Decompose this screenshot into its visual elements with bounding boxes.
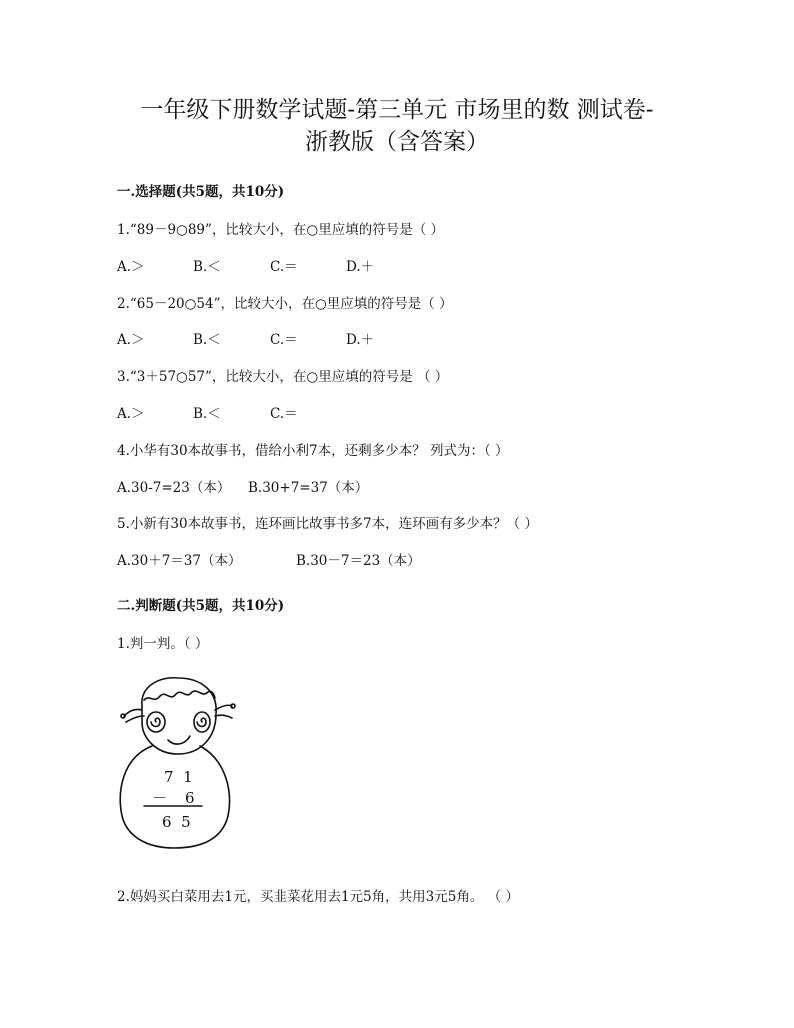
q5-option-b: B.30－7＝23（本） [296,553,421,569]
subtraction-minuend: 7 1 [164,768,193,786]
figure-body-outline [120,746,229,848]
subtraction-operator: － [152,789,168,807]
subtraction-result: 6 5 [162,813,191,831]
judgement-question-2: 2.妈妈买白菜用去1元，买韭菜花用去1元5角，共用3元5角。 （ ） [117,889,519,905]
cartoon-subtraction-figure [112,672,242,852]
q1-option-c: C.＝ [270,259,298,275]
q2-option-d: D.＋ [346,332,375,348]
judgement-question-1: 1.判一判。（ ） [117,636,209,652]
q4-option-b: B.30+7=37（本） [248,480,369,496]
q2-option-b: B.＜ [193,332,221,348]
right-antenna [215,705,232,710]
subtraction-subtrahend: 6 [185,789,195,807]
page-title-line1: 一年级下册数学试题-第三单元 市场里的数 测试卷- [140,97,654,123]
q3-option-c: C.＝ [270,406,298,422]
figure-hair [144,691,215,700]
q2-option-c: C.＝ [270,332,298,348]
section-heading-choice: 一.选择题(共5题，共10分) [117,184,285,200]
q1-option-d: D.＋ [346,259,375,275]
q1-option-b: B.＜ [193,259,221,275]
section-heading-judgement: 二.判断题(共5题，共10分) [117,598,285,614]
left-antenna [124,709,142,716]
question-5: 5.小新有30本故事书，连环画比故事书多7本，连环画有多少本？（ ） [117,516,538,532]
q3-option-a: A.＞ [117,406,145,422]
q4-option-a: A.30-7=23（本） [117,480,231,496]
question-4: 4.小华有30本故事书，借给小利7本，还剩多少本？ 列式为：（ ） [117,443,509,459]
question-1: 1.“89－9○89”，比较大小，在○里应填的符号是（ ） [117,222,444,238]
q2-option-a: A.＞ [117,332,145,348]
figure-mouth [168,736,190,744]
question-2: 2.“65－20○54”，比较大小，在○里应填的符号是（ ） [117,296,453,312]
page-title-line2: 浙教版（含答案） [305,129,489,155]
q5-option-a: A.30＋7＝37（本） [117,553,242,569]
question-3: 3.“3＋57○57”，比较大小，在○里应填的符号是 （ ） [117,369,449,385]
q1-option-a: A.＞ [117,259,145,275]
figure-head-outline [142,678,216,754]
q3-option-b: B.＜ [193,406,221,422]
